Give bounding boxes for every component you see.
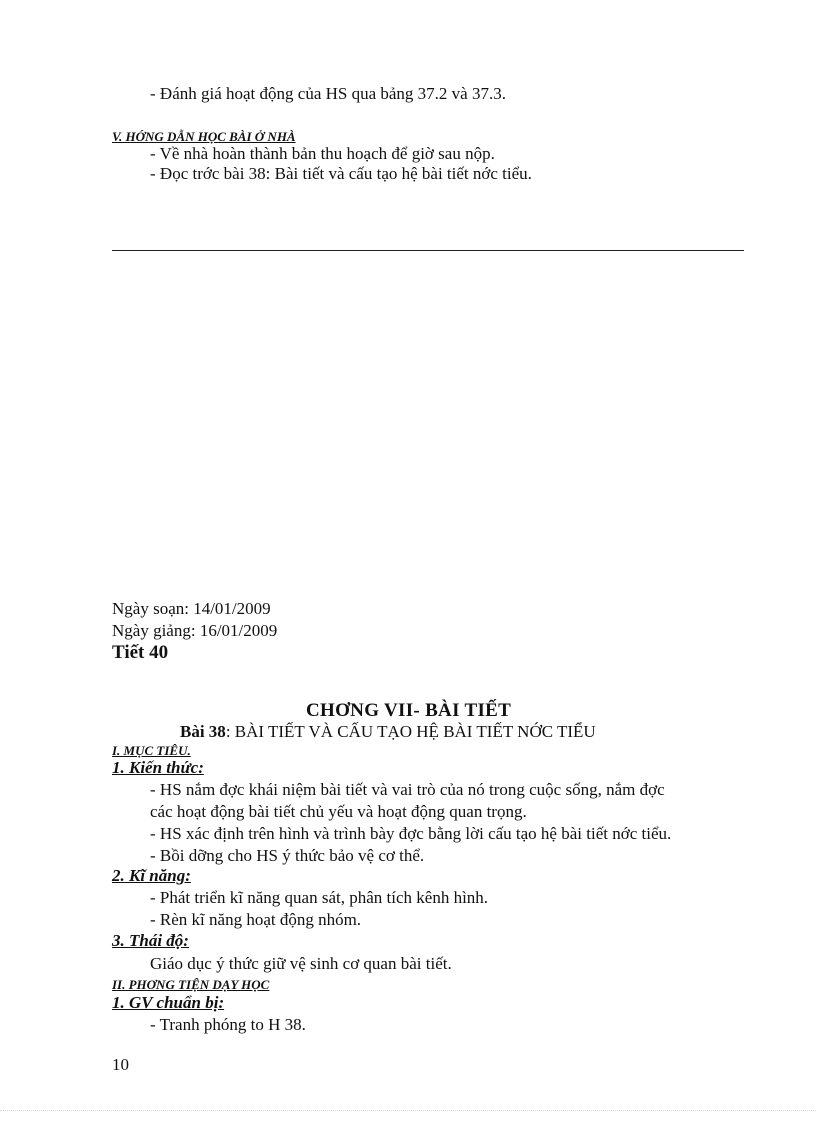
knowledge-line-3: - HS xác định trên hình và trình bày đợc bằng lời cấu tạo hệ bài tiết nớc tiểu.: [150, 824, 672, 843]
lesson-title: : BÀI TIẾT VÀ CẤU TẠO HỆ BÀI TIẾT NỚC TIỂU: [225, 722, 596, 741]
teacher-prep-heading: 1. GV chuẩn bị:: [112, 993, 225, 1012]
objectives-heading: I. MỤC TIÊU.: [112, 743, 191, 758]
section-divider: [112, 250, 744, 251]
knowledge-line-4: - Bồi dỡng cho HS ý thức bảo vệ cơ thể.: [150, 846, 425, 865]
skills-line-1: - Phát triển kĩ năng quan sát, phân tích kênh hình.: [150, 888, 489, 907]
lesson-title-line: [180, 721, 596, 743]
knowledge-heading: 1. Kiến thức:: [112, 758, 204, 777]
skills-line-2: - Rèn kĩ năng hoạt động nhóm.: [150, 910, 362, 929]
means-heading: II. PHƠNG TIỆN DẠY HỌC: [112, 977, 270, 992]
homework-heading: V. HỚNG DẪN HỌC BÀI Ở NHÀ: [112, 129, 296, 144]
attitude-heading: 3. Thái độ:: [112, 931, 189, 950]
prep-date: Ngày soạn: 14/01/2009: [112, 599, 271, 618]
homework-item-1: - Về nhà hoàn thành bản thu hoạch để giờ sau nộp.: [150, 144, 495, 163]
evaluation-line: - Đánh giá hoạt động của HS qua bảng 37.2 và 37.3.: [150, 84, 506, 103]
period-label: Tiết 40: [112, 642, 169, 663]
knowledge-line-1: - HS nắm đợc khái niệm bài tiết và vai trò của nó trong cuộc sống, nắm đợc: [150, 780, 665, 799]
attitude-line-1: Giáo dục ý thức giữ vệ sinh cơ quan bài tiết.: [150, 954, 452, 973]
teach-date: Ngày giảng: 16/01/2009: [112, 621, 278, 640]
lesson-prefix: Bài 38: [180, 722, 226, 741]
knowledge-line-2: các hoạt động bài tiết chủ yếu và hoạt động quan trọng.: [150, 802, 527, 821]
page-number: 10: [112, 1055, 129, 1074]
page-bottom-border: [0, 1110, 816, 1111]
teacher-prep-line-1: - Tranh phóng to H 38.: [150, 1015, 306, 1034]
homework-item-2: - Đọc trớc bài 38: Bài tiết và cấu tạo hệ bài tiết nớc tiểu.: [150, 164, 532, 183]
skills-heading: 2. Kĩ năng:: [112, 866, 191, 885]
chapter-title: CHƠNG VII- BÀI TIẾT: [306, 700, 512, 721]
